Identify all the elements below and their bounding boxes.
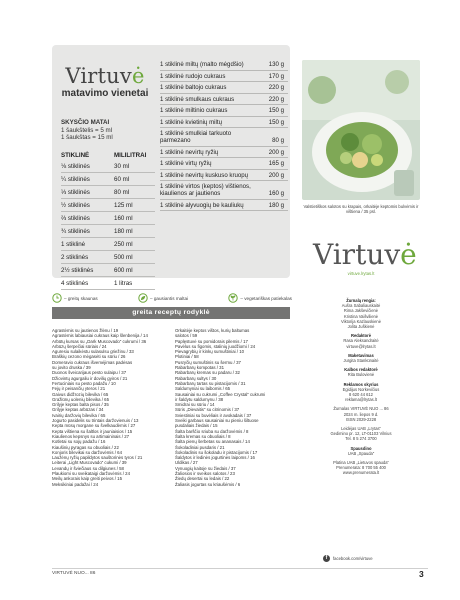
index-column-1 (52, 328, 167, 487)
footer-rule (52, 568, 428, 569)
ingredient-row (160, 181, 288, 200)
index-entry[interactable]: Kiaulienos kepsnys su artimaininais / 27 (52, 433, 130, 439)
card-left-panel (52, 45, 158, 287)
credits-line: Aušra Sabaliauskaitė (341, 303, 381, 309)
index-entry[interactable]: Laužėnų ryžių papildytos sauštorinės tyros / 21 (52, 455, 143, 461)
credits-heading: Kalbos redaktorė (344, 367, 378, 373)
ingredient-name: 1 stiklinė virtos (keptos) vištienos, kiaulienos ar jautienos (160, 183, 251, 197)
index-entry[interactable]: Gaivus didžrozių bilevika / 65 (52, 391, 109, 397)
index-entry[interactable]: Vynuogių kaitoje su žiedais / 37 (175, 465, 236, 471)
index-entry[interactable]: Fertuciniais su pesto padažu / 10 (52, 380, 116, 386)
index-entry[interactable]: Rabarbarų kompotas / 31 (175, 365, 225, 371)
conversion-row (61, 160, 155, 173)
index-entry[interactable]: Šalta kremas su obuoliais / 8 (175, 433, 231, 439)
leaf-icon (138, 293, 148, 304)
ingredient-row (160, 128, 288, 147)
index-title-bar: greita receptų rodyklė (52, 307, 290, 319)
credits-heading: Redaktorė (350, 333, 372, 339)
index-entry[interactable]: Levandų ir šviečiaus su dilgiunes / 58 (52, 465, 124, 471)
index-entry[interactable]: Konjoris bilevikai su daržovėmis / 64 (52, 449, 123, 455)
credits-line: 2024 m. liepos 9 d. (343, 411, 379, 417)
ingredient-name: 1 stiklinė nevirtų ryžių (160, 148, 219, 156)
index-entry[interactable]: su jovito druska / 39 (52, 365, 91, 371)
conv-ml: 250 ml (114, 240, 133, 248)
conversion-table (61, 151, 155, 290)
index-entry[interactable]: Smidrai su sūriu / 14 (175, 402, 215, 408)
measurement-card (52, 45, 290, 287)
credits-heading: Žurnalą rengia: (346, 298, 376, 303)
conversion-row (61, 225, 155, 238)
credits-line: Kristina Vaišvilienė (343, 313, 379, 319)
ingredient-weight: 220 g (268, 84, 284, 91)
conversion-header (61, 151, 155, 160)
credits-heading: Spausdino (350, 445, 372, 451)
credits-line: www.prenumerata.lt (342, 470, 380, 476)
ingredient-row (160, 94, 288, 106)
conv-cup: ⅓ stiklinės (61, 188, 90, 196)
conv-ml: 30 ml (114, 162, 130, 170)
index-entry[interactable]: Meksikiniai padažai / 24 (52, 481, 99, 487)
magazine-logo-text: Virtuvė (313, 238, 417, 271)
index-column-2 (175, 328, 290, 487)
index-entry[interactable]: Džiovintų agurgaliu ir dovilių gyiros / 21 (52, 375, 128, 381)
credits-line: Jolita Juškienė (347, 324, 375, 330)
credits-line: 8 620 44 612 (349, 392, 373, 398)
credits-heading: Maketavimas (348, 352, 374, 358)
index-entry[interactable]: Sausainiai su cukrumi „Coffee Crystal“ cukrumi (175, 391, 266, 397)
clock-icon (52, 293, 62, 304)
index-entry[interactable]: Jogurto pasidelis su trintais daržovienuis / 13 (52, 418, 139, 424)
ingredient-weights-table (160, 59, 288, 211)
credits-line: Egidijus Norkevičius (342, 386, 380, 392)
ingredient-name: 1 stiklinė virtų ryžių (160, 160, 212, 167)
conversion-row (61, 199, 155, 212)
index-entry[interactable]: Domeravio cukraus išvemėjimas padėsas (52, 359, 133, 365)
index-entry[interactable]: Kiaušinių pyragas su obuoliais / 22 (52, 444, 119, 450)
conv-ml: 600 ml (114, 266, 133, 274)
ingredient-name: 1 stiklinė smulkaus cukraus (160, 95, 235, 103)
index-entry[interactable]: Agrastėmis su jautienos žlėnu / 19 (52, 328, 119, 333)
ingredient-name: 1 stiklinė kvietinių miltų (160, 118, 222, 126)
index-entry[interactable]: Paplęstuvė su pomidorais pilemis / 17 (175, 338, 248, 344)
conv-cup: ¾ stiklinės (61, 227, 90, 235)
icon-legend (52, 293, 292, 304)
index-entry[interactable]: Plaukiomi su sveikataigi daržovėmis / 24 (52, 471, 130, 477)
ingredient-row (160, 170, 288, 182)
index-entry[interactable]: Grilyje keptas balta pisos / 35 (52, 402, 109, 408)
credits-line: Platina UAB „Lietuvos spauda“ (333, 460, 389, 466)
credits-line: UAB „Spauda“ (347, 450, 375, 456)
index-entry[interactable]: Rabarbarų tartas su pistacijomis / 31 (175, 380, 246, 386)
ingredient-name: 1 stiklinė baltojo cukraus (160, 84, 227, 91)
index-entry[interactable]: Šaldytos ir ledinės jogurtinės laipoms / 16 (175, 455, 255, 461)
credits-line: reklama@lrytas.lt (345, 397, 377, 403)
conv-header-ml: MILILITRAI (114, 152, 147, 159)
index-entry[interactable]: Rabarbarų kremas su padaru / 32 (175, 370, 240, 376)
ingredient-row (160, 71, 288, 83)
page-number: 3 (419, 569, 424, 579)
credits-line: Leidėjas UAB „Lrytas“ (341, 426, 381, 432)
index-entry[interactable]: Aguresiu sulaikėstu sulasulsu griežinu / 33 (52, 349, 134, 355)
spoons-heading: SKYSČIO MATAI (61, 119, 110, 126)
facebook-link[interactable] (323, 555, 373, 562)
magazine-url[interactable]: virtuve.lrytas.lt (347, 271, 375, 276)
spoon-line: 1 šaukštelis = 5 ml (61, 126, 113, 134)
ingredient-weight: 130 g (268, 61, 284, 68)
spoon-measures (61, 119, 113, 142)
conv-cup: 2½ stiklinės (61, 266, 94, 274)
index-entry[interactable]: Žaliosios ir sveikos salotos / 23 (175, 471, 235, 477)
index-entry[interactable]: Gražiūnų uolenių bilevika / 65 (52, 396, 109, 402)
index-entry[interactable]: Žaliasis jogurtas su kriaušėmis / 6 (175, 481, 241, 487)
index-entry[interactable]: Saldumyniai su laibomis / 65 (175, 386, 231, 392)
index-entry[interactable]: Kotletai su sojų padažu / 16 (52, 439, 106, 445)
ingredient-row (160, 158, 288, 170)
credits-line: Rita Bulovienė (347, 372, 375, 378)
ingredient-weight: 80 g (272, 137, 284, 144)
index-entry[interactable]: salotos / 59 (175, 333, 198, 339)
conversion-row (61, 212, 155, 225)
footer-issue: VIRTUVĖ NUO... 86 (52, 571, 96, 576)
index-entry[interactable]: Ivairių daržovių bilevika / 65 (52, 412, 106, 418)
conversion-row (61, 251, 155, 264)
conv-cup: ¼ stiklinės (61, 175, 90, 183)
conv-cup: 1 stiklinė (61, 240, 86, 248)
credits-line: ISSN 2029-2228 (345, 416, 377, 422)
index-entry[interactable]: Grilyje keptas arbūzas / 34 (52, 407, 104, 413)
conv-ml: 180 ml (114, 227, 133, 235)
credits-line: Rima Jakševičienė (343, 308, 379, 314)
ingredient-weight: 160 g (268, 190, 284, 197)
credits-heading: Reklamos skyrius (343, 381, 379, 387)
ingredient-weight: 170 g (268, 72, 284, 80)
conv-cup: ½ stiklinės (61, 201, 90, 209)
facebook-label: facebook.com/virtuve (333, 556, 373, 561)
magazine-logo (313, 238, 417, 276)
ingredient-name: 1 stiklinė miltinio cukraus (160, 107, 228, 114)
index-entry[interactable]: Plotiniai / 58 (175, 354, 199, 360)
index-entry[interactable]: Šalta pienų šerbetas su ananasais / 14 (175, 439, 250, 445)
ingredient-name: 1 stiklinė rudojo cukraus (160, 72, 226, 80)
ingredient-weight: 150 g (268, 107, 284, 114)
index-entry[interactable]: Šokoladiniai pusdaris / 21 (175, 444, 225, 450)
ingredient-weight: 180 g (268, 201, 284, 209)
legend-label: – vegetariškas patiekalas (240, 296, 292, 301)
conv-ml: 80 ml (114, 188, 130, 196)
conversion-row (61, 238, 155, 251)
legend-item (138, 293, 188, 304)
ingredient-row (160, 147, 288, 159)
logo-text: Virtuvė (65, 64, 145, 88)
legend-label: – greitų skaunas (64, 296, 98, 301)
index-entry[interactable]: Uldikas / 27 (175, 460, 198, 466)
conversion-row (61, 264, 155, 277)
ingredient-weight: 220 g (268, 95, 284, 103)
conversion-row (61, 277, 155, 290)
index-entry[interactable]: Arbūtų kursas su „Dark Muscovado“ cukrumi / 36 (52, 338, 147, 344)
index-entry[interactable]: Agrastėmis labiausiai cukraus kaip šlenbenija / 14 (52, 333, 148, 339)
conv-ml: 1 litras (114, 279, 133, 287)
index-entry[interactable]: Fejų ir peisančių yteros / 21 (52, 386, 106, 392)
credits-line: Prenumerata: 8 700 55 400 (336, 465, 386, 471)
ingredient-row (160, 117, 288, 129)
index-entry[interactable]: Pievagrybių ir kinkų sumuštiniai / 10 (175, 349, 245, 355)
ingredient-row (160, 82, 288, 94)
conv-cup: ⅛ stiklinės (61, 162, 90, 170)
index-entry[interactable]: Arbūzų šerpečiai sūriais / 24 (52, 343, 107, 349)
sprout-icon (228, 293, 238, 304)
credits-block (305, 298, 417, 476)
ingredient-weight: 150 g (268, 118, 284, 126)
card-title: matavimo vienetai (61, 88, 149, 99)
credits-line: Žurnalas VIRTUVĖ NUO ... 86 (333, 406, 389, 412)
index-entry[interactable]: Pavėlus su figomis, stalinių juodžiomi / 24 (175, 343, 256, 349)
conversion-row (61, 173, 155, 186)
index-entry[interactable]: Sviestiniai su buvėliais ir avokadais / 37 (175, 412, 252, 418)
conv-cup: ⅔ stiklinės (61, 214, 90, 222)
ingredient-weight: 200 g (268, 171, 284, 179)
card-logo (60, 65, 150, 99)
legend-item (228, 293, 292, 304)
index-entry[interactable]: Duonos šveicarijaus pesto sulaipu / 37 (52, 370, 127, 376)
index-entry[interactable]: Šokoladinis su šokoladu ir pistacijomis / 17 (175, 449, 258, 455)
conv-ml: 125 ml (114, 201, 133, 209)
credits-line: Rasa Aleksandraitė (343, 338, 379, 344)
conv-header-cup: STIKLINĖ (61, 152, 90, 159)
conversion-row (61, 186, 155, 199)
conv-cup: 2 stiklinės (61, 253, 89, 261)
facebook-icon: f (323, 555, 330, 562)
index-entry[interactable]: Orkaitėje keptos vištos, kurių baltumas (175, 328, 250, 333)
index-entry[interactable]: Sveiki garbaus sausainiai su pieniu šiltuose (175, 418, 259, 424)
ingredient-name: 1 stiklinė smulkiai tarkuoto parmezano (160, 130, 232, 144)
credits-line: Tel. 8 5 274 3700 (345, 436, 377, 442)
index-entry[interactable]: ir šaldytu saldumynu / 38 (175, 396, 224, 402)
conv-ml: 160 ml (114, 214, 133, 222)
salad-photo (302, 60, 420, 200)
conv-cup: 4 stiklinės (61, 279, 89, 287)
ingredient-name: 1 stiklinė miltų (malto mėgdšio) (160, 61, 244, 68)
index-entry[interactable]: Rabarbarų sultys / 30 (175, 375, 217, 381)
ingredient-row (160, 59, 288, 71)
credits-line: Jurgita Stankūnaitė (343, 358, 379, 364)
credits-line: Viktorija Kazlauskienė (341, 318, 381, 324)
index-entry[interactable]: Sūris „Dievaitis“ su citrinomis / 37 (175, 407, 240, 413)
ingredient-name: 1 stiklinė alyvuogių be kauliukų (160, 201, 244, 209)
index-entry[interactable]: Braškių cezono mėgasėti su sūriu / 26 (52, 354, 126, 360)
index-entry[interactable]: pusdaliais žiedais / 15 (175, 423, 218, 429)
index-entry[interactable]: Pusryčių sumuštinis su šermu / 37 (175, 359, 241, 365)
legend-item (52, 293, 98, 304)
index-entry[interactable]: Kepta vištiena su šaltlos ir jauniaisios / 15 (52, 428, 133, 434)
index-entry[interactable]: Meilų ankorais kaip greiti peivos / 15 (52, 476, 123, 482)
index-entry[interactable]: Kepta mūsų morgane su švelkaudėmis / 27 (52, 423, 136, 429)
ingredient-weight: 200 g (268, 148, 284, 156)
index-entry[interactable]: Žiedų desertai su ledais / 22 (175, 476, 230, 482)
conv-ml: 60 ml (114, 175, 130, 183)
ingredient-row (160, 200, 288, 212)
index-entry[interactable]: Leiterai „Light Muscovado“ cukumi / 39 (52, 460, 127, 466)
ingredient-weight: 165 g (268, 160, 284, 167)
photo-caption: Valstietiškos salotos su krapais, orkaitėje keptomis bulvėmis ir vištiena / 35 psl. (303, 204, 419, 215)
credits-line: Gedimino pr. 12, LT-01103 Vilnius (330, 431, 392, 437)
index-entry[interactable]: Šalta barščio sriuba su daržovėmis / 8 (175, 428, 249, 434)
credits-line: virtuve@lrytas.lt (346, 343, 376, 349)
conv-ml: 500 ml (114, 253, 133, 261)
spoon-line: 1 šaukštas = 15 ml (61, 134, 113, 142)
legend-label: – gausiantis maltai (150, 296, 189, 301)
ingredient-row (160, 105, 288, 117)
ingredient-name: 1 stiklinė nevirtų kuskuso kruopų (160, 171, 249, 179)
